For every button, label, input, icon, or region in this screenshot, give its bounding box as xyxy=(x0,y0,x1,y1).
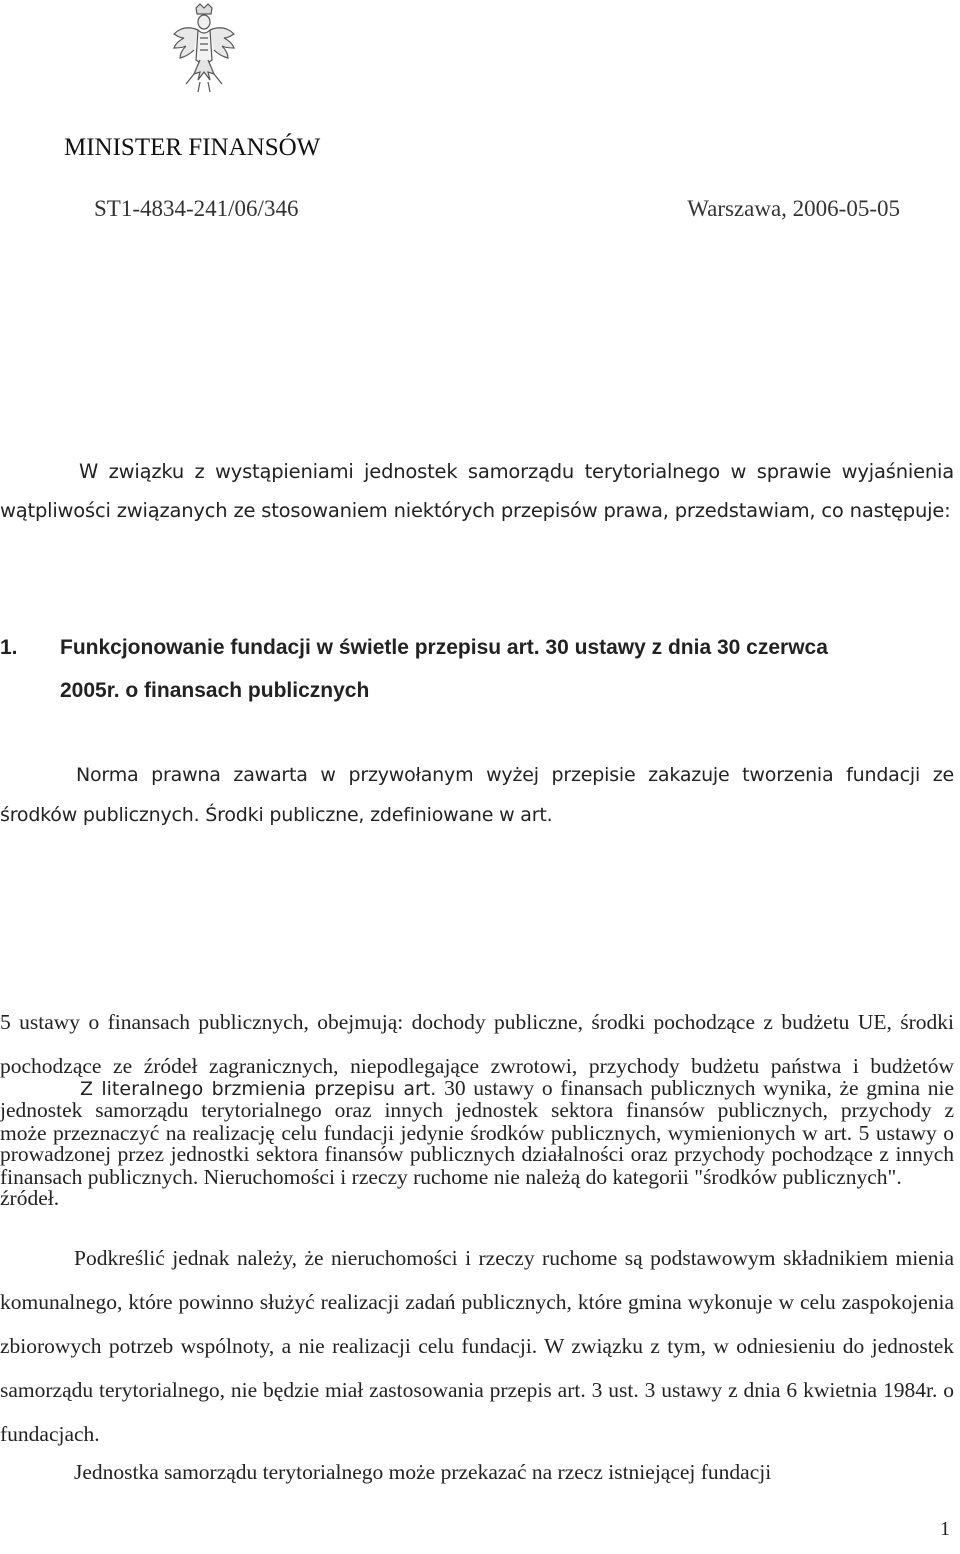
section-heading xyxy=(0,626,940,712)
reference-line xyxy=(94,196,900,222)
paragraph-2: 5 ustawy o finansach publicznych, obejmują: dochody publiczne, środki pochodzące z budżetu UE, środki pochodzące ze źródeł zagranicznych, niepodlegające zwrotowi, przychody budżetu państwa i budżetów jednostek samorządu terytorialnego oraz innych jednostek sektora finansów publicznych, przychody z prowadzonej przez jednostki sektora finansów publicznych działalności oraz przychody pochodzące z innych źródeł. xyxy=(0,1010,954,1210)
paragraph-3-body: 30 ustawy o finansach publicznych wynika, że gmina nie może przeznaczyć na realizację celu fundacji jedynie środków publicznych, wymienionych w art. 5 ustawy o finansach publicznych. Nieruchomości i rzeczy ruchome nie należą do kategorii "środków publicznych". xyxy=(0,1076,955,1189)
intro-paragraph: W związku z wystąpieniami jednostek samorządu terytorialnego w sprawie wyjaśnienia wątpliwości związanych ze stosowaniem niektórych przepisów prawa, przedstawiam, co następuje: xyxy=(0,460,954,522)
paragraph-1: Norma prawna zawarta w przywołanym wyżej przepisie zakazuje tworzenia fundacji ze środków publicznych. Środki publiczne, zdefiniowane w art. xyxy=(0,764,954,826)
paragraph-3-lead: Z literalnego brzmienia przepisu art. xyxy=(80,1078,437,1100)
reference-number: ST1-4834-241/06/346 xyxy=(94,196,299,221)
paragraph-5: Jednostka samorządu terytorialnego może przekazać na rzecz istniejącej fundacji xyxy=(74,1460,772,1484)
paragraph-4: Podkreślić jednak należy, że nieruchomości i rzeczy ruchome są podstawowym składnikiem mienia komunalnego, które powinno służyć realizacji zadań publicznych, które gmina wykonuje w celu zaspokojenia zbiorowych potrzeb wspólnoty, a nie realizacji celu fundacji. W związku z tym, w odniesieniu do jednostek samorządu terytorialnego, nie będzie miał zastosowania przepis art. 3 ust. 3 ustawy z dnia 6 kwietnia 1984r. o fundacjach. xyxy=(0,1246,954,1446)
section-title-line1: Funkcjonowanie fundacji w świetle przepisu art. 30 ustawy z dnia 30 czerwca xyxy=(60,636,828,659)
ministry-title: MINISTER FINANSÓW xyxy=(64,134,321,161)
polish-eagle-emblem xyxy=(170,2,238,94)
section-title-line2: 2005r. o finansach publicznych xyxy=(60,679,370,702)
paragraph-3 xyxy=(0,1066,954,1199)
place-date: Warszawa, 2006-05-05 xyxy=(687,196,900,221)
section-number: 1. xyxy=(0,636,18,659)
page-number: 1 xyxy=(940,1518,950,1540)
